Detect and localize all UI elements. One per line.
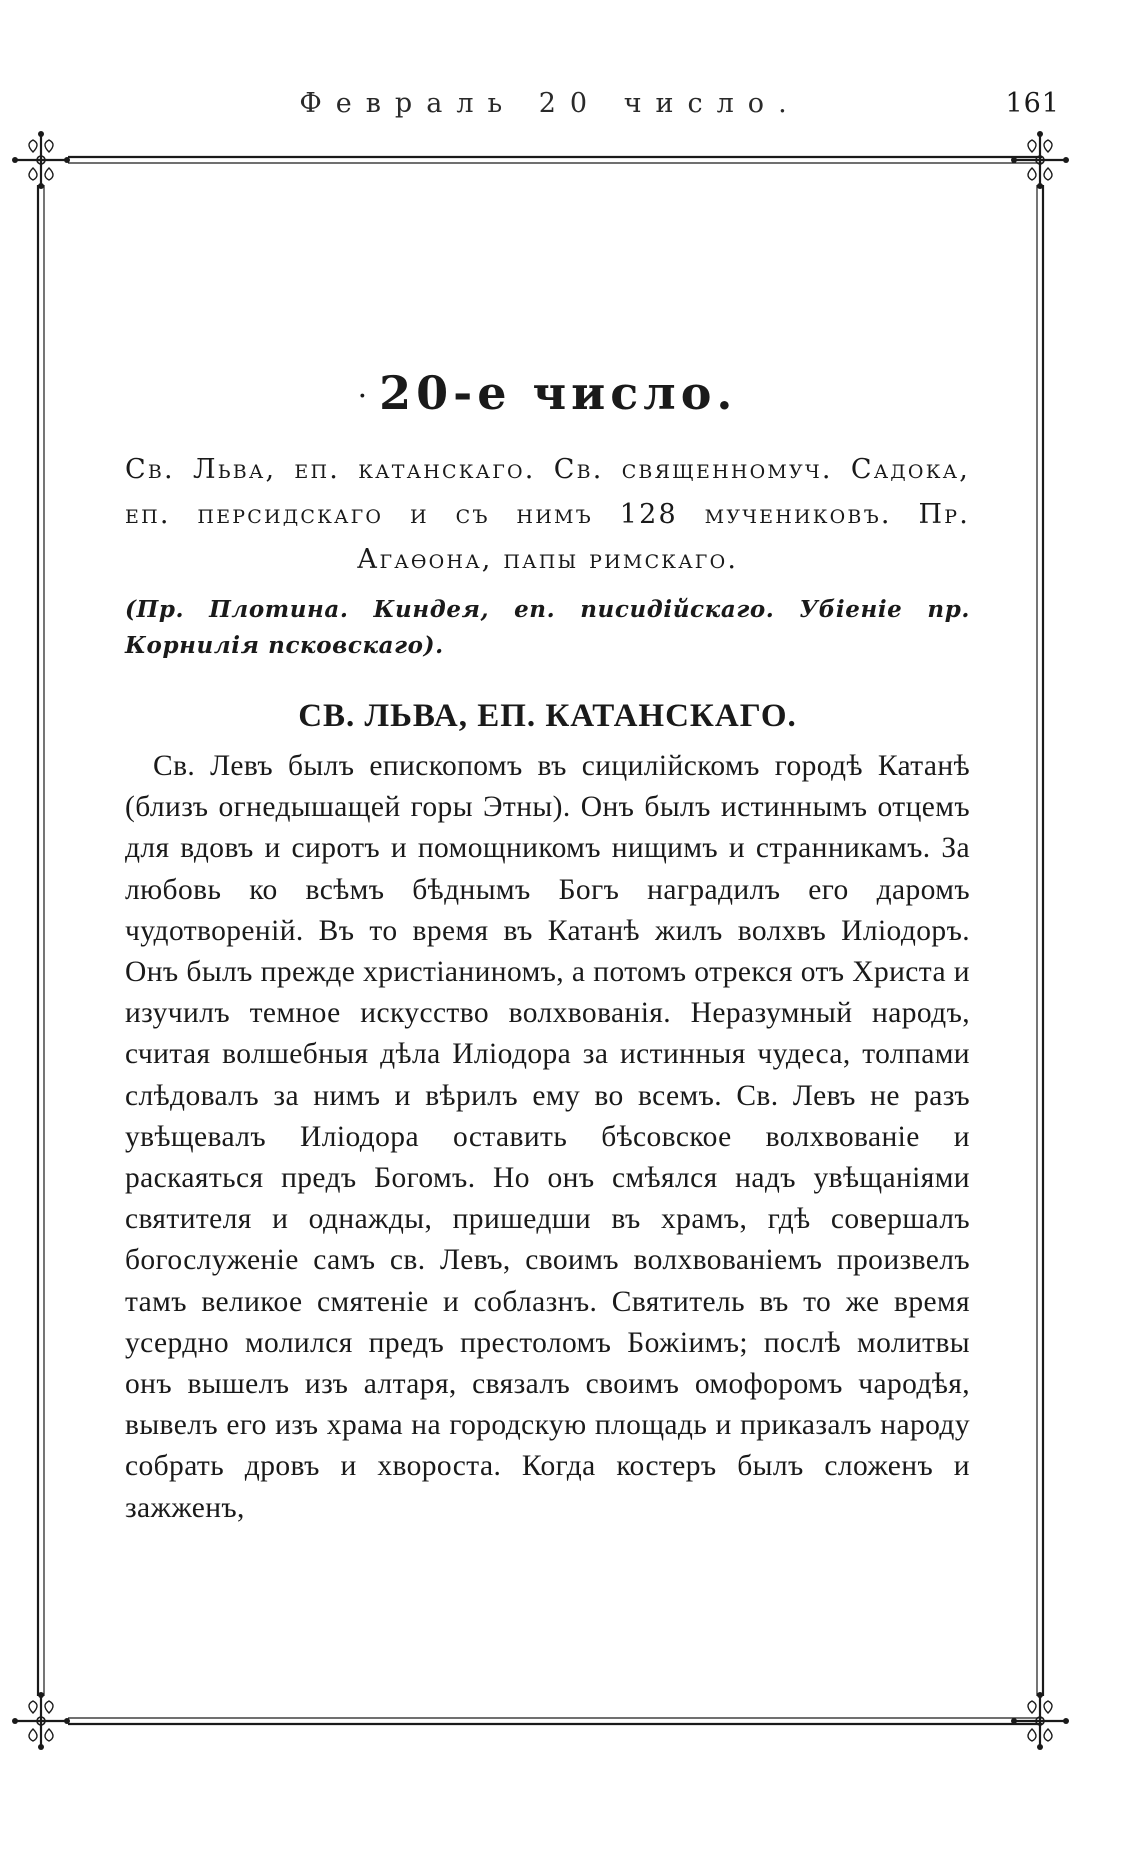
page-number: 161 [1005, 88, 1060, 119]
section-title: СВ. ЛЬВА, ЕП. КАТАНСКАГО. [298, 698, 797, 734]
day-title [125, 365, 970, 425]
day-title-text: 20-е число. [379, 366, 738, 420]
page-content [125, 365, 970, 1529]
corner-ornament-bottom-left [12, 1692, 70, 1750]
day-title-mark: · [357, 379, 368, 414]
corner-ornament-top-left [12, 131, 70, 189]
section-body: Св. Левъ былъ епископомъ въ сицилійскомъ городѣ Катанѣ (близъ огнедышащей горы Этны). Онъ былъ истиннымъ отцемъ для вдовъ и сиротъ и помощникомъ нищимъ и странникамъ. За любовь ко всѣмъ бѣднымъ Богъ наградилъ его даромъ чудотвореній. Въ то время въ Катанѣ жилъ волхвъ Иліодоръ. Онъ былъ прежде христіаниномъ, а потомъ отрекся отъ Христа и изучилъ темное искусство волхвованія. Неразумный народъ, считая волшебныя дѣла Иліодора за истинныя чудеса, толпами слѣдовалъ за нимъ и вѣрилъ ему во всемъ. Св. Левъ не разъ увѣщевалъ Иліодора оставить бѣсовское волхвованіе и раскаяться предъ Богомъ. Но онъ смѣялся надъ увѣщаніями святителя и однажды, пришедши въ храмъ, гдѣ совершалъ богослуженіе самъ св. Левъ, своимъ волхвованіемъ произвелъ тамъ великое смятеніе и соблазнъ. Святитель въ то же время усердно молился предъ престоломъ Божіимъ; послѣ молитвы онъ вышелъ изъ алтаря, связалъ своимъ омофоромъ чародѣя, вывелъ его изъ храма на городскую площадь и приказалъ народу собрать дровъ и хвороста. Когда костеръ былъ сложенъ и зажженъ, [125, 750, 970, 1524]
commemorations-note: (Пр. Плотина. Киндея, еп. писидійскаго. Убіеніе пр. Корнилія псковскаго). [125, 596, 970, 659]
commemorations: Св. Льва, еп. катанскаго. Св. священномуч. Садока, еп. персидскаго и съ нимъ 128 мучениковъ. Пр. Агаѳона, папы римскаго. [125, 454, 970, 575]
corner-ornament-top-right [1011, 131, 1069, 189]
corner-ornament-bottom-right [1011, 1692, 1069, 1750]
running-title: Февраль 20 число. [299, 88, 801, 119]
